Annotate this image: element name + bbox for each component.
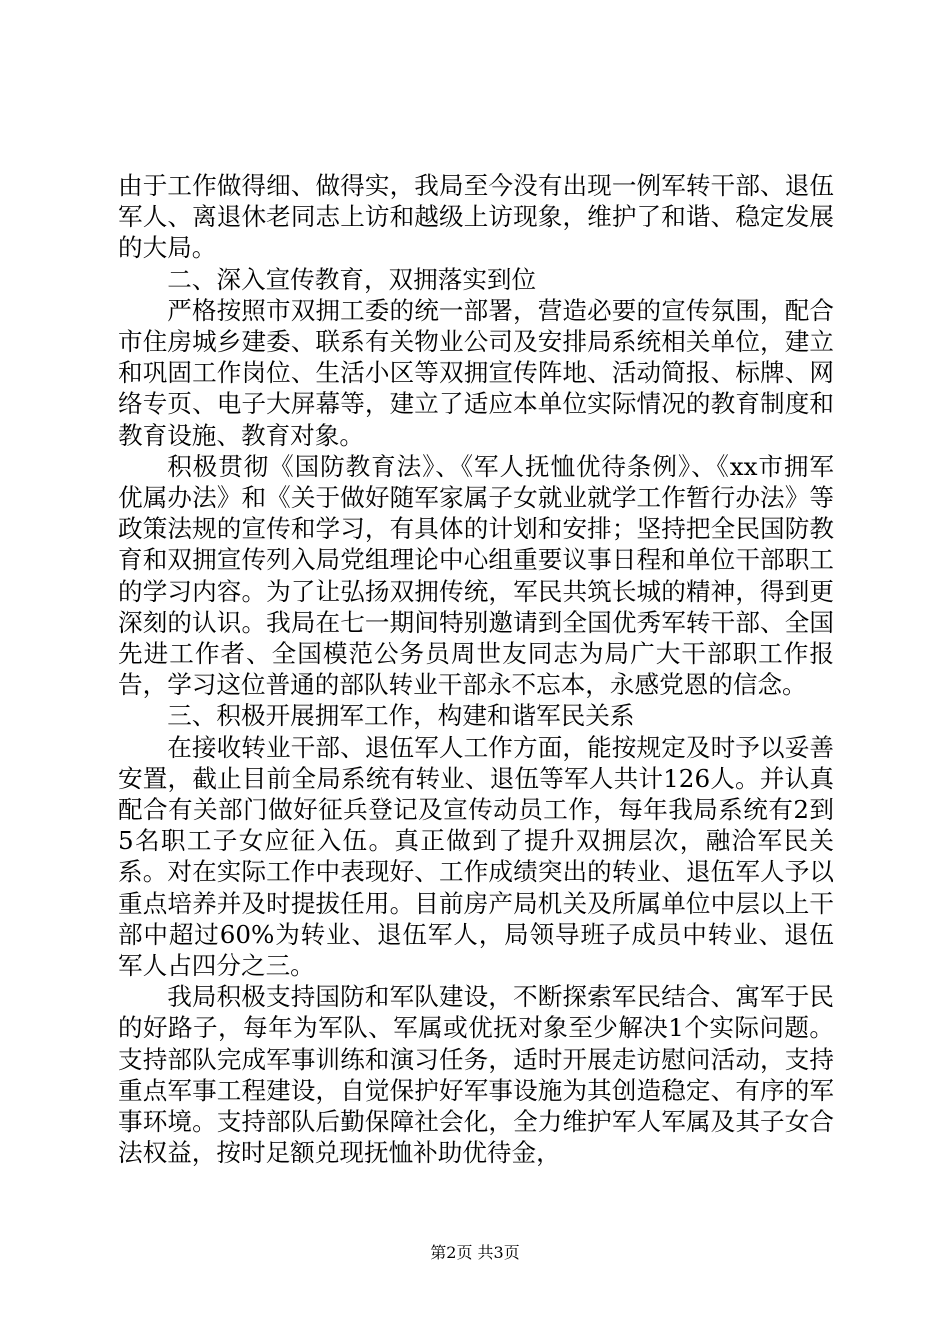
paragraph-publicity: 严格按照市双拥工委的统一部署，营造必要的宣传氛围，配合市住房城乡建委、联系有关物业公司及安排局系统相关单位，建立和巩固工作岗位、生活小区等双拥宣传阵地、活动简报、标牌、网络专页、电子大屏幕等，建立了适应本单位实际情况的教育制度和教育设施、教育对象。 xyxy=(118,295,834,450)
section-heading-3: 三、积极开展拥军工作，构建和谐军民关系 xyxy=(167,701,635,731)
section-heading-2: 二、深入宣传教育，双拥落实到位 xyxy=(167,264,537,294)
paragraph-continuation: 由于工作做得细、做得实，我局至今没有出现一例军转干部、退伍军人、离退休老同志上访和越级上访现象，维护了和谐、稳定发展的大局。 xyxy=(118,171,834,263)
document-body xyxy=(118,170,834,1169)
paragraph-placement: 在接收转业干部、退伍军人工作方面，能按规定及时予以妥善安置，截止目前全局系统有转业、退伍等军人共计126人。并认真配合有关部门做好征兵登记及宣传动员工作，每年我局系统有2到5名职工子女应征入伍。真正做到了提升双拥层次，融洽军民关系。对在实际工作中表现好、工作成绩突出的转业、退伍军人予以重点培养并及时提拔任用。目前房产局机关及所属单位中层以上干部中超过60%为转业、退伍军人，局领导班子成员中转业、退伍军人占四分之三。 xyxy=(118,732,834,981)
paragraph-support: 我局积极支持国防和军队建设，不断探索军民结合、寓军于民的好路子，每年为军队、军属或优抚对象至少解决1个实际问题。支持部队完成军事训练和演习任务，适时开展走访慰问活动，支持重点军事工程建设，自觉保护好军事设施为其创造稳定、有序的军事环境。支持部队后勤保障社会化，全力维护军人军属及其子女合法权益，按时足额兑现抚恤补助优待金， xyxy=(118,982,834,1168)
paragraph-policy-study: 积极贯彻《国防教育法》、《军人抚恤优待条例》、《xx市拥军优属办法》和《关于做好随军家属子女就业就学工作暂行办法》等政策法规的宣传和学习，有具体的计划和安排；坚持把全民国防教育和双拥宣传列入局党组理论中心组重要议事日程和单位干部职工的学习内容。为了让弘扬双拥传统，军民共筑长城的精神，得到更深刻的认识。我局在七一期间特别邀请到全国优秀军转干部、全国先进工作者、全国模范公务员周世友同志为局广大干部职工作报告，学习这位普通的部队转业干部永不忘本，永感党恩的信念。 xyxy=(118,451,834,700)
page-number-footer: 第2页 共3页 xyxy=(430,1243,520,1262)
